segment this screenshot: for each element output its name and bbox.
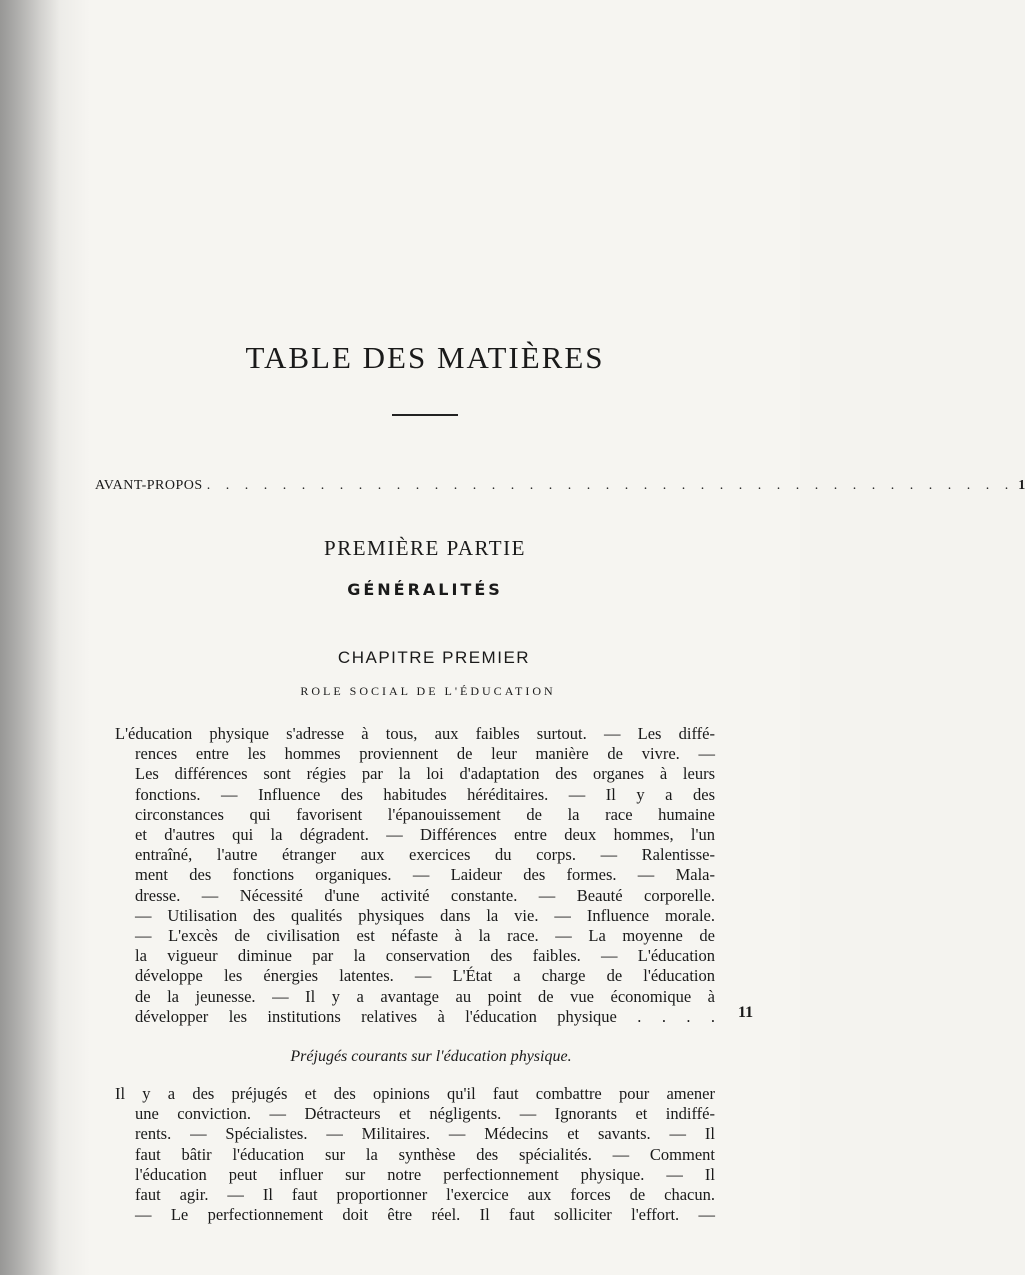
summary-line: entraîné, l'autre étranger aux exercices du corps. — Ralentisse- xyxy=(135,845,715,865)
toc-page-number: 1 xyxy=(1018,478,1025,493)
toc-leader-dots: . . . . . . . . . . . . . . . . . . . . . . . . . . . . . . . . . . . . . . . . . . . xyxy=(206,478,1015,493)
summary-line: développer les institutions relatives à l'éducation physique . . . . xyxy=(135,1006,715,1026)
summary-line: Les différences sont régies par la loi d'adaptation des organes à leurs xyxy=(135,764,715,784)
section-title: Préjugés courants sur l'éducation physique. xyxy=(290,1048,572,1065)
chapter-title: CHAPITRE PREMIER xyxy=(337,648,531,667)
part-title: PREMIÈRE PARTIE xyxy=(324,536,526,560)
title-rule xyxy=(392,414,458,416)
summary-line: faut bâtir l'éducation sur la synthèse des spécialités. — Comment xyxy=(135,1144,715,1164)
chapter-subtitle: ROLE SOCIAL DE L'ÉDUCATION xyxy=(300,684,556,698)
toc-entry-avant-propos xyxy=(95,478,1025,494)
summary-line: de la jeunesse. — Il y a avantage au point de vue économique à xyxy=(135,986,715,1006)
summary-line: une conviction. — Détracteurs et négligents. — Ignorants et indiffé- xyxy=(135,1104,715,1124)
summary-line: ment des fonctions organiques. — Laideur des formes. — Mala- xyxy=(135,865,715,885)
part-subtitle: GÉNÉRALITÉS xyxy=(347,580,503,599)
summary-line: développe les énergies latentes. — L'État a charge de l'éducation xyxy=(135,966,715,986)
summary-line: la vigueur diminue par la conservation des faibles. — L'éducation xyxy=(135,946,715,966)
chapter-summary-paragraph xyxy=(115,724,715,1027)
page-title: TABLE DES MATIÈRES xyxy=(245,340,605,375)
summary-line: — L'excès de civilisation est néfaste à la race. — La moyenne de xyxy=(135,926,715,946)
summary-line: — Utilisation des qualités physiques dans la vie. — Influence morale. xyxy=(135,905,715,925)
summary-line: — Le perfectionnement doit être réel. Il faut solliciter l'effort. — xyxy=(135,1205,715,1225)
page-gutter-shadow xyxy=(0,0,60,1275)
summary-line: rents. — Spécialistes. — Militaires. — Médecins et savants. — Il xyxy=(135,1124,715,1144)
summary-line: circonstances qui favorisent l'épanouissement de la race humaine xyxy=(135,804,715,824)
summary-line: Il y a des préjugés et des opinions qu'il faut combattre pour amener xyxy=(115,1084,715,1103)
summary-line: dresse. — Nécessité d'une activité constante. — Beauté corporelle. xyxy=(135,885,715,905)
section-summary-paragraph xyxy=(115,1084,715,1225)
toc-page-number: 11 xyxy=(738,1004,754,1021)
summary-line: fonctions. — Influence des habitudes héréditaires. — Il y a des xyxy=(135,784,715,804)
summary-line: l'éducation peut influer sur notre perfectionnement physique. — Il xyxy=(135,1164,715,1184)
summary-line: faut agir. — Il faut proportionner l'exercice aux forces de chacun. xyxy=(135,1185,715,1205)
summary-line: et d'autres qui la dégradent. — Différences entre deux hommes, l'un xyxy=(135,825,715,845)
summary-line: rences entre les hommes proviennent de leur manière de vivre. — xyxy=(135,744,715,764)
toc-entry-label: AVANT-PROPOS xyxy=(95,478,203,493)
summary-line: L'éducation physique s'adresse à tous, aux faibles surtout. — Les diffé- xyxy=(115,724,715,743)
